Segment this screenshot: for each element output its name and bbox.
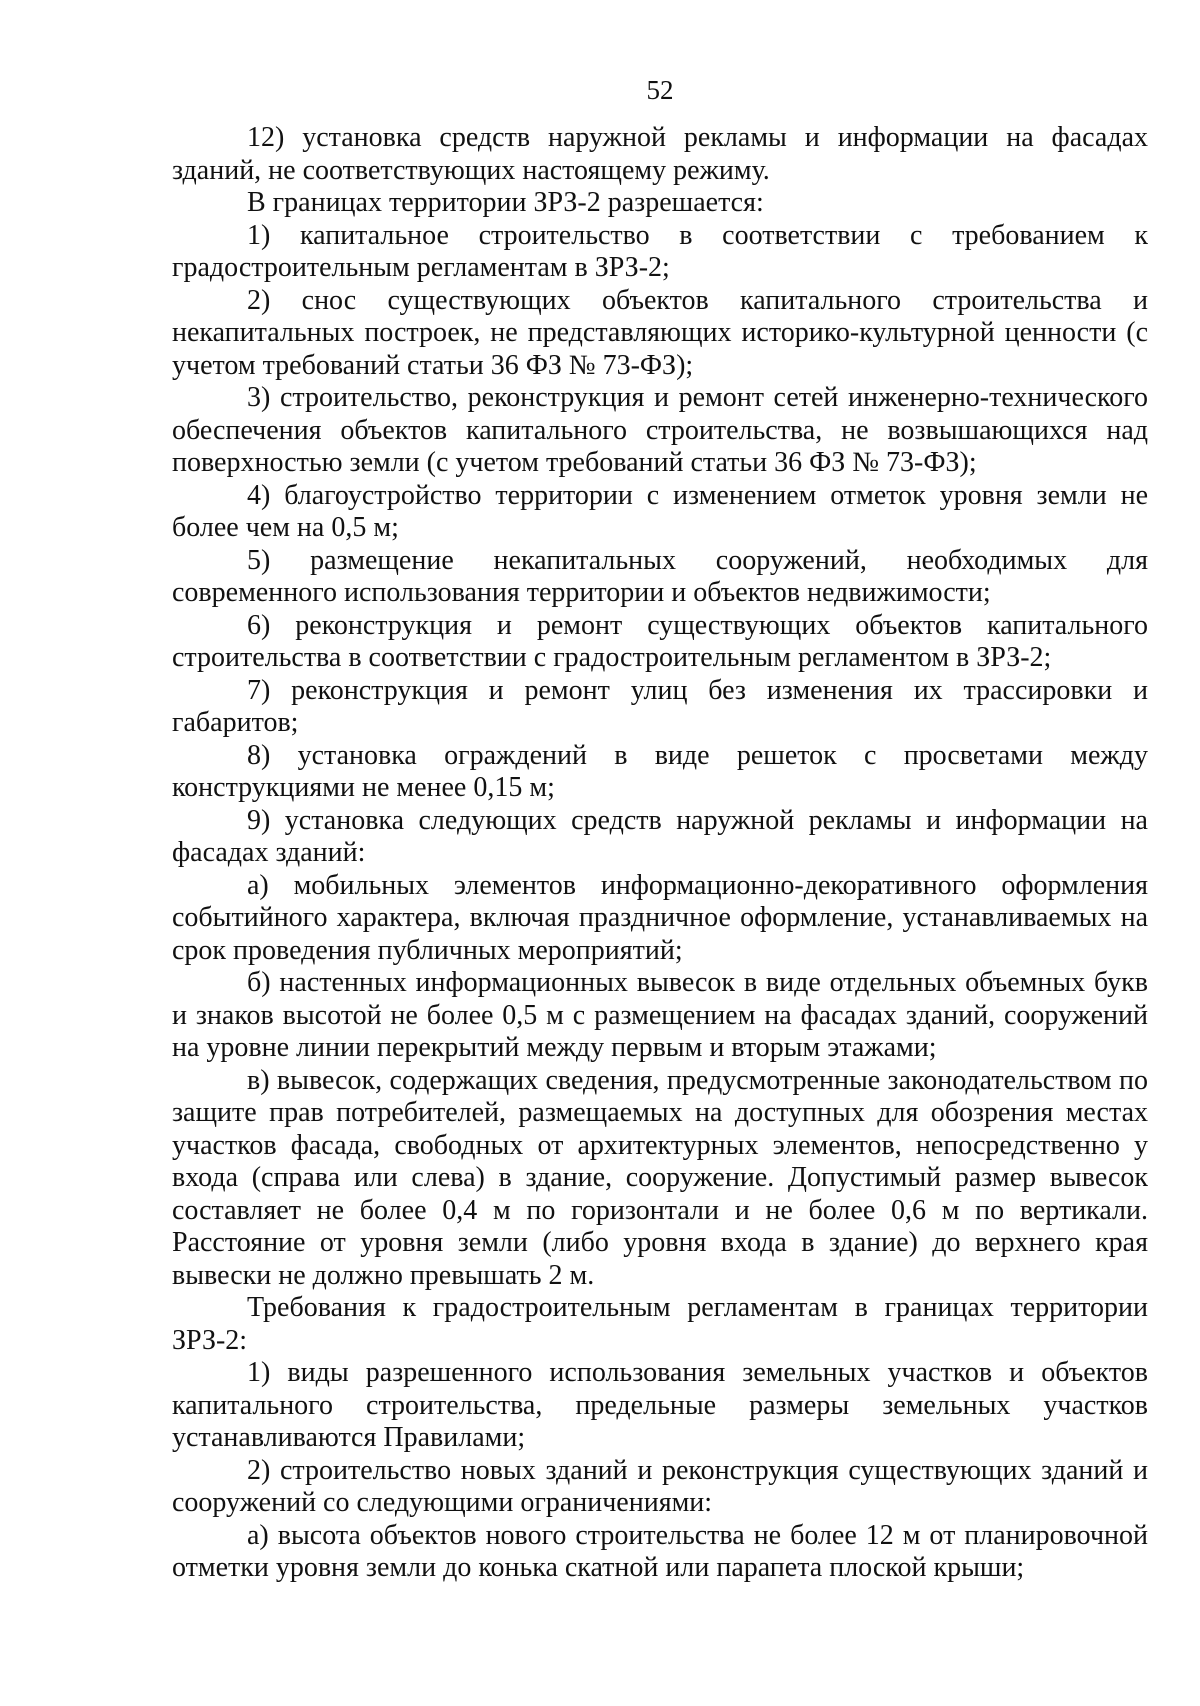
document-body	[172, 122, 1148, 1585]
paragraph-item-6: 6) реконструкция и ремонт существующих объектов капитального строительства в соответствии с градостроительным регламентом в ЗРЗ-2;	[172, 609, 1148, 673]
paragraph-zrz2-allowed-intro: В границах территории ЗРЗ-2 разрешается:	[247, 187, 764, 218]
paragraph-requirement-2: 2) строительство новых зданий и реконструкция существующих зданий и сооружений со следующими ограничениями:	[172, 1454, 1148, 1518]
paragraph-item-4: 4) благоустройство территории с изменением отметок уровня земли не более чем на 0,5 м;	[172, 479, 1148, 543]
paragraph-requirements-intro: Требования к градостроительным регламентам в границах территории ЗРЗ-2:	[172, 1292, 1148, 1356]
paragraph-item-9: 9) установка следующих средств наружной рекламы и информации на фасадах зданий:	[172, 804, 1148, 868]
paragraph-requirement-2a: а) высота объектов нового строительства не более 12 м от планировочной отметки уровня земли до конька скатной или парапета плоской крыши;	[172, 1519, 1148, 1583]
paragraph-item-8: 8) установка ограждений в виде решеток с просветами между конструкциями не менее 0,15 м;	[172, 739, 1148, 803]
paragraph-item-1: 1) капитальное строительство в соответствии с требованием к градостроительным регламентам в ЗРЗ-2;	[172, 219, 1148, 283]
paragraph-item-5: 5) размещение некапитальных сооружений, необходимых для современного использования территории и объектов недвижимости;	[172, 544, 1148, 608]
paragraph-subitem-b: б) настенных информационных вывесок в виде отдельных объемных букв и знаков высотой не более 0,5 м с размещением на фасадах зданий, сооружений на уровне линии перекрытий между первым и вторым этажами;	[172, 967, 1148, 1063]
paragraph-subitem-v: в) вывесок, содержащих сведения, предусмотренные законодательством по защите прав потребителей, размещаемых на доступных для обозрения местах участков фасада, свободных от архитектурных элементов, непосредственно у входа (справа или слева) в здание, сооружение. Допустимый размер вывесок составляет не более 0,4 м по горизонтали и не более 0,6 м по вертикали. Расстояние от уровня земли (либо уровня входа в здание) до верхнего края вывески не должно превышать 2 м.	[172, 1064, 1148, 1291]
paragraph-item-3: 3) строительство, реконструкция и ремонт сетей инженерно-технического обеспечения объектов капитального строительства, не возвышающихся над поверхностью земли (с учетом требований статьи 36 ФЗ № 73-ФЗ);	[172, 382, 1148, 478]
paragraph-item-12: 12) установка средств наружной рекламы и информации на фасадах зданий, не соответствующих настоящему режиму.	[172, 122, 1148, 186]
paragraph-item-2: 2) снос существующих объектов капитального строительства и некапитальных построек, не представляющих историко-культурной ценности (с учетом требований статьи 36 ФЗ № 73-ФЗ);	[172, 284, 1148, 381]
paragraph-item-7: 7) реконструкция и ремонт улиц без изменения их трассировки и габаритов;	[172, 674, 1148, 738]
page-number: 52	[646, 75, 674, 105]
paragraph-subitem-a: а) мобильных элементов информационно-декоративного оформления событийного характера, включая праздничное оформление, устанавливаемых на срок проведения публичных мероприятий;	[172, 869, 1148, 966]
paragraph-requirement-1: 1) виды разрешенного использования земельных участков и объектов капитального строительства, предельные размеры земельных участков устанавливаются Правилами;	[172, 1357, 1148, 1453]
